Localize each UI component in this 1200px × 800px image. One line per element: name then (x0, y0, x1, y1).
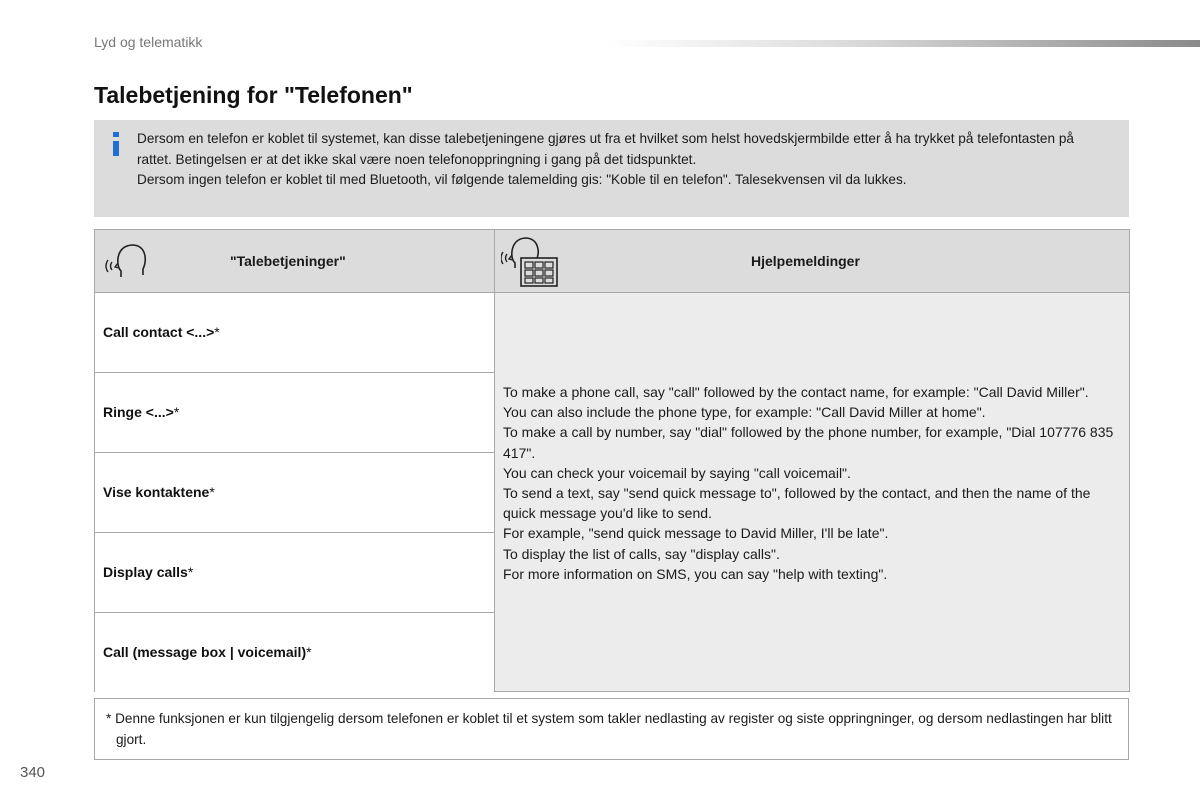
commands-column (95, 293, 495, 691)
table-row (95, 293, 494, 373)
command-label: Display calls* (103, 564, 194, 580)
command-label: Call (message box | voicemail)* (103, 644, 312, 660)
help-line: You can check your voicemail by saying "call voicemail". (503, 464, 851, 481)
command-label: Vise kontaktene* (103, 484, 215, 500)
info-line: Dersom en telefon er koblet til systemet, kan disse talebetjeningene gjøres ut fra et hvilket som helst hovedskjermbilde etter å ha trykket på telefontasten på rattet. Betingelsen er at det ikke skal være noen telefonoppringning i gang på det tidspunktet. (137, 131, 1074, 167)
help-line: You can also include the phone type, for example: "Call David Miller at home". (503, 404, 986, 421)
table-row (95, 453, 494, 533)
voice-commands-table (94, 229, 1130, 692)
header-help-label: Hjelpemeldinger (751, 253, 860, 269)
page-number: 340 (20, 764, 46, 781)
header-rule (606, 40, 1200, 47)
info-text (137, 129, 1112, 191)
header-commands-label: "Talebetjeninger" (230, 253, 346, 269)
help-line: For more information on SMS, you can say "help with texting". (503, 565, 888, 582)
help-line: To make a phone call, say "call" followed by the contact name, for example: "Call David Miller". (503, 384, 1089, 400)
help-line: To make a call by number, say "dial" followed by the phone number, for example, "Dial 107776 835 417". (503, 424, 1114, 461)
help-line: For example, "send quick message to David Miller, I'll be late". (503, 525, 889, 542)
section-label: Lyd og telematikk (94, 34, 203, 50)
command-label: Call contact <...>* (103, 324, 220, 340)
table-row (95, 613, 494, 693)
voice-help-keypad-icon (501, 236, 561, 290)
info-box (94, 120, 1129, 217)
page-title: Talebetjening for "Telefonen" (94, 82, 413, 108)
table-header-commands (95, 230, 495, 293)
voice-command-icon (105, 241, 147, 281)
help-column (495, 293, 1129, 691)
info-line: Dersom ingen telefon er koblet til med Bluetooth, vil følgende talemelding gis: "Koble til en telefon". Talesekvensen vil da lukkes. (137, 172, 907, 187)
command-label: Ringe <...>* (103, 404, 180, 420)
table-row (95, 373, 494, 453)
footnote-box (94, 698, 1129, 760)
table-row (95, 533, 494, 613)
table-header-help (495, 230, 1129, 293)
info-icon (111, 132, 121, 156)
help-text (503, 382, 1118, 584)
footnote-text: * Denne funksjonen er kun tilgjengelig dersom telefonen er koblet til et system som takler nedlasting av register og siste oppringninger, og dersom nedlastingen har blitt gjort. (106, 711, 1112, 747)
help-line: To display the list of calls, say "display calls". (503, 545, 780, 562)
help-line: To send a text, say "send quick message to", followed by the contact, and then the name of the quick message you'd like to send. (503, 485, 1091, 522)
